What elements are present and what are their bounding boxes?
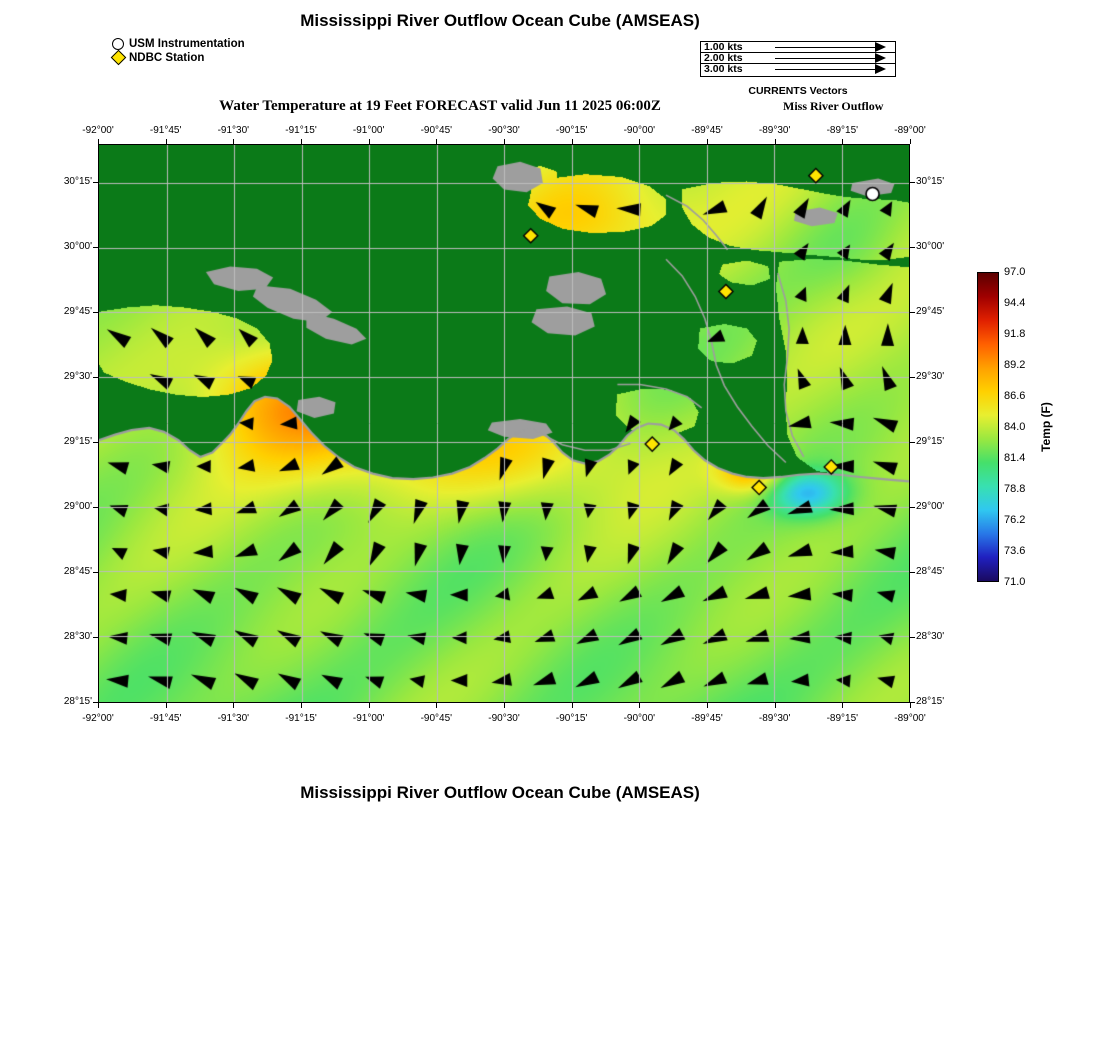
legend-item-label: USM Instrumentation [129, 37, 245, 50]
x-axis-tick [910, 703, 911, 708]
circle-marker-icon [110, 38, 126, 50]
x-axis-tick [504, 703, 505, 708]
x-axis-tick [775, 703, 776, 708]
y-axis-tick [93, 247, 98, 248]
y-axis-tick [93, 507, 98, 508]
x-axis-tick [166, 703, 167, 708]
x-axis-tick [572, 139, 573, 144]
y-axis-tick-label: 30°00' [916, 240, 945, 252]
y-axis-tick-label: 29°00' [63, 500, 92, 512]
x-axis-tick [301, 703, 302, 708]
y-axis-tick-label: 30°15' [916, 175, 945, 187]
map-plot-area[interactable] [98, 144, 910, 703]
x-axis-tick-label: -91°45' [149, 125, 182, 136]
x-axis-tick [504, 139, 505, 144]
colorbar [977, 272, 999, 582]
y-axis-tick-label: 28°15' [916, 695, 945, 707]
y-axis-tick [910, 507, 915, 508]
colorbar-tick-label: 94.4 [1004, 297, 1026, 309]
x-axis-tick [98, 703, 99, 708]
y-axis-tick-label: 28°15' [63, 695, 92, 707]
y-axis-tick [910, 702, 915, 703]
page-title: Mississippi River Outflow Ocean Cube (AMSEAS) [300, 11, 700, 30]
legend-item-ndbc [110, 51, 245, 64]
arrow-icon [875, 53, 886, 63]
y-axis-tick [93, 312, 98, 313]
x-axis-tick [233, 139, 234, 144]
x-axis-tick [910, 139, 911, 144]
colorbar-title: Temp (F) [1039, 402, 1053, 452]
x-axis-tick-label: -90°30' [488, 713, 520, 724]
y-axis-tick-label: 29°00' [916, 500, 945, 512]
x-axis-tick [369, 703, 370, 708]
vector-key-row [701, 64, 895, 75]
x-axis-tick-label: -90°00' [623, 713, 656, 724]
y-axis-tick [93, 572, 98, 573]
colorbar-tick-label: 76.2 [1004, 514, 1026, 526]
x-axis-tick-label: -90°15' [555, 713, 588, 724]
x-axis-tick-label: -89°00' [894, 125, 926, 136]
x-axis-tick [639, 139, 640, 144]
x-axis-tick-label: -90°45' [420, 125, 453, 136]
y-axis-tick [93, 442, 98, 443]
vector-key-label: 3.00 kts [704, 63, 743, 75]
colorbar-tick-label: 71.0 [1004, 576, 1026, 588]
x-axis-tick-label: -91°45' [149, 713, 182, 724]
x-axis-tick [572, 703, 573, 708]
x-axis-tick-label: -89°30' [758, 125, 791, 136]
x-axis-tick [166, 139, 167, 144]
diamond-marker-icon [110, 52, 126, 63]
y-axis-tick-label: 28°30' [63, 630, 92, 642]
x-axis-tick-label: -89°45' [691, 713, 723, 724]
x-axis-tick [436, 139, 437, 144]
legend-item-usm [110, 37, 245, 50]
x-axis-tick [301, 139, 302, 144]
vector-key-label: 2.00 kts [704, 52, 743, 64]
arrow-icon [875, 64, 886, 74]
x-axis-tick-label: -91°30' [217, 713, 250, 724]
colorbar-tick-label: 91.8 [1004, 328, 1026, 340]
x-axis-tick-label: -91°00' [352, 125, 385, 136]
y-axis-tick [910, 377, 915, 378]
x-axis-tick [98, 139, 99, 144]
map-raster [99, 145, 909, 702]
y-axis-tick-label: 29°30' [916, 370, 945, 382]
x-axis-tick-label: -90°00' [623, 125, 656, 136]
y-axis-tick [910, 637, 915, 638]
x-axis-tick-label: -90°45' [420, 713, 453, 724]
colorbar-tick-label: 81.4 [1004, 452, 1026, 464]
y-axis-tick-label: 28°45' [63, 565, 92, 577]
colorbar-tick-label: 78.8 [1004, 483, 1026, 495]
y-axis-tick [910, 312, 915, 313]
x-axis-tick [436, 703, 437, 708]
x-axis-tick [707, 703, 708, 708]
vector-key-caption: CURRENTS Vectors [748, 85, 848, 97]
x-axis-tick-label: -92°00' [82, 125, 114, 136]
y-axis-tick [93, 182, 98, 183]
x-axis-tick-label: -89°30' [758, 713, 791, 724]
x-axis-tick [842, 139, 843, 144]
x-axis-tick [369, 139, 370, 144]
y-axis-tick-label: 29°45' [63, 305, 92, 317]
x-axis-tick-label: -89°15' [826, 713, 859, 724]
x-axis-tick-label: -91°30' [217, 125, 250, 136]
y-axis-tick [910, 247, 915, 248]
x-axis-tick [233, 703, 234, 708]
y-axis-tick-label: 29°30' [63, 370, 92, 382]
y-axis-tick [910, 572, 915, 573]
y-axis-tick [93, 377, 98, 378]
y-axis-tick [93, 702, 98, 703]
y-axis-tick-label: 29°45' [916, 305, 945, 317]
x-axis-tick-label: -91°15' [285, 713, 317, 724]
colorbar-tick-label: 84.0 [1004, 421, 1026, 433]
x-axis-tick [707, 139, 708, 144]
arrow-icon [875, 42, 886, 52]
x-axis-tick [639, 703, 640, 708]
y-axis-tick [910, 442, 915, 443]
colorbar-tick-label: 89.2 [1004, 359, 1026, 371]
colorbar-tick-label: 97.0 [1004, 266, 1026, 278]
y-axis-tick [910, 182, 915, 183]
x-axis-tick-label: -89°00' [894, 713, 926, 724]
y-axis-tick [93, 637, 98, 638]
y-axis-tick-label: 30°15' [63, 175, 92, 187]
colorbar-tick-label: 86.6 [1004, 390, 1026, 402]
x-axis-tick-label: -91°00' [352, 713, 385, 724]
x-axis-tick-label: -92°00' [82, 713, 114, 724]
y-axis-tick-label: 28°30' [916, 630, 945, 642]
y-axis-tick-label: 29°15' [63, 435, 92, 447]
vector-key-label: 1.00 kts [704, 41, 743, 53]
x-axis-tick-label: -90°15' [555, 125, 588, 136]
x-axis-tick [842, 703, 843, 708]
y-axis-tick-label: 29°15' [916, 435, 945, 447]
footer-title: Mississippi River Outflow Ocean Cube (AMSEAS) [300, 783, 700, 802]
marker-legend [110, 37, 245, 65]
y-axis-tick-label: 28°45' [916, 565, 945, 577]
x-axis-tick-label: -91°15' [285, 125, 317, 136]
x-axis-tick-label: -89°15' [826, 125, 859, 136]
map-subtitle: Water Temperature at 19 Feet FORECAST valid Jun 11 2025 06:00Z [219, 98, 661, 114]
colorbar-tick-label: 73.6 [1004, 545, 1026, 557]
legend-item-label: NDBC Station [129, 51, 205, 64]
outflow-annotation: Miss River Outflow [783, 99, 884, 113]
x-axis-tick-label: -89°45' [691, 125, 723, 136]
y-axis-tick-label: 30°00' [63, 240, 92, 252]
colorbar-gradient [978, 273, 998, 581]
x-axis-tick-label: -90°30' [488, 125, 520, 136]
x-axis-tick [775, 139, 776, 144]
currents-vector-key [700, 41, 896, 77]
